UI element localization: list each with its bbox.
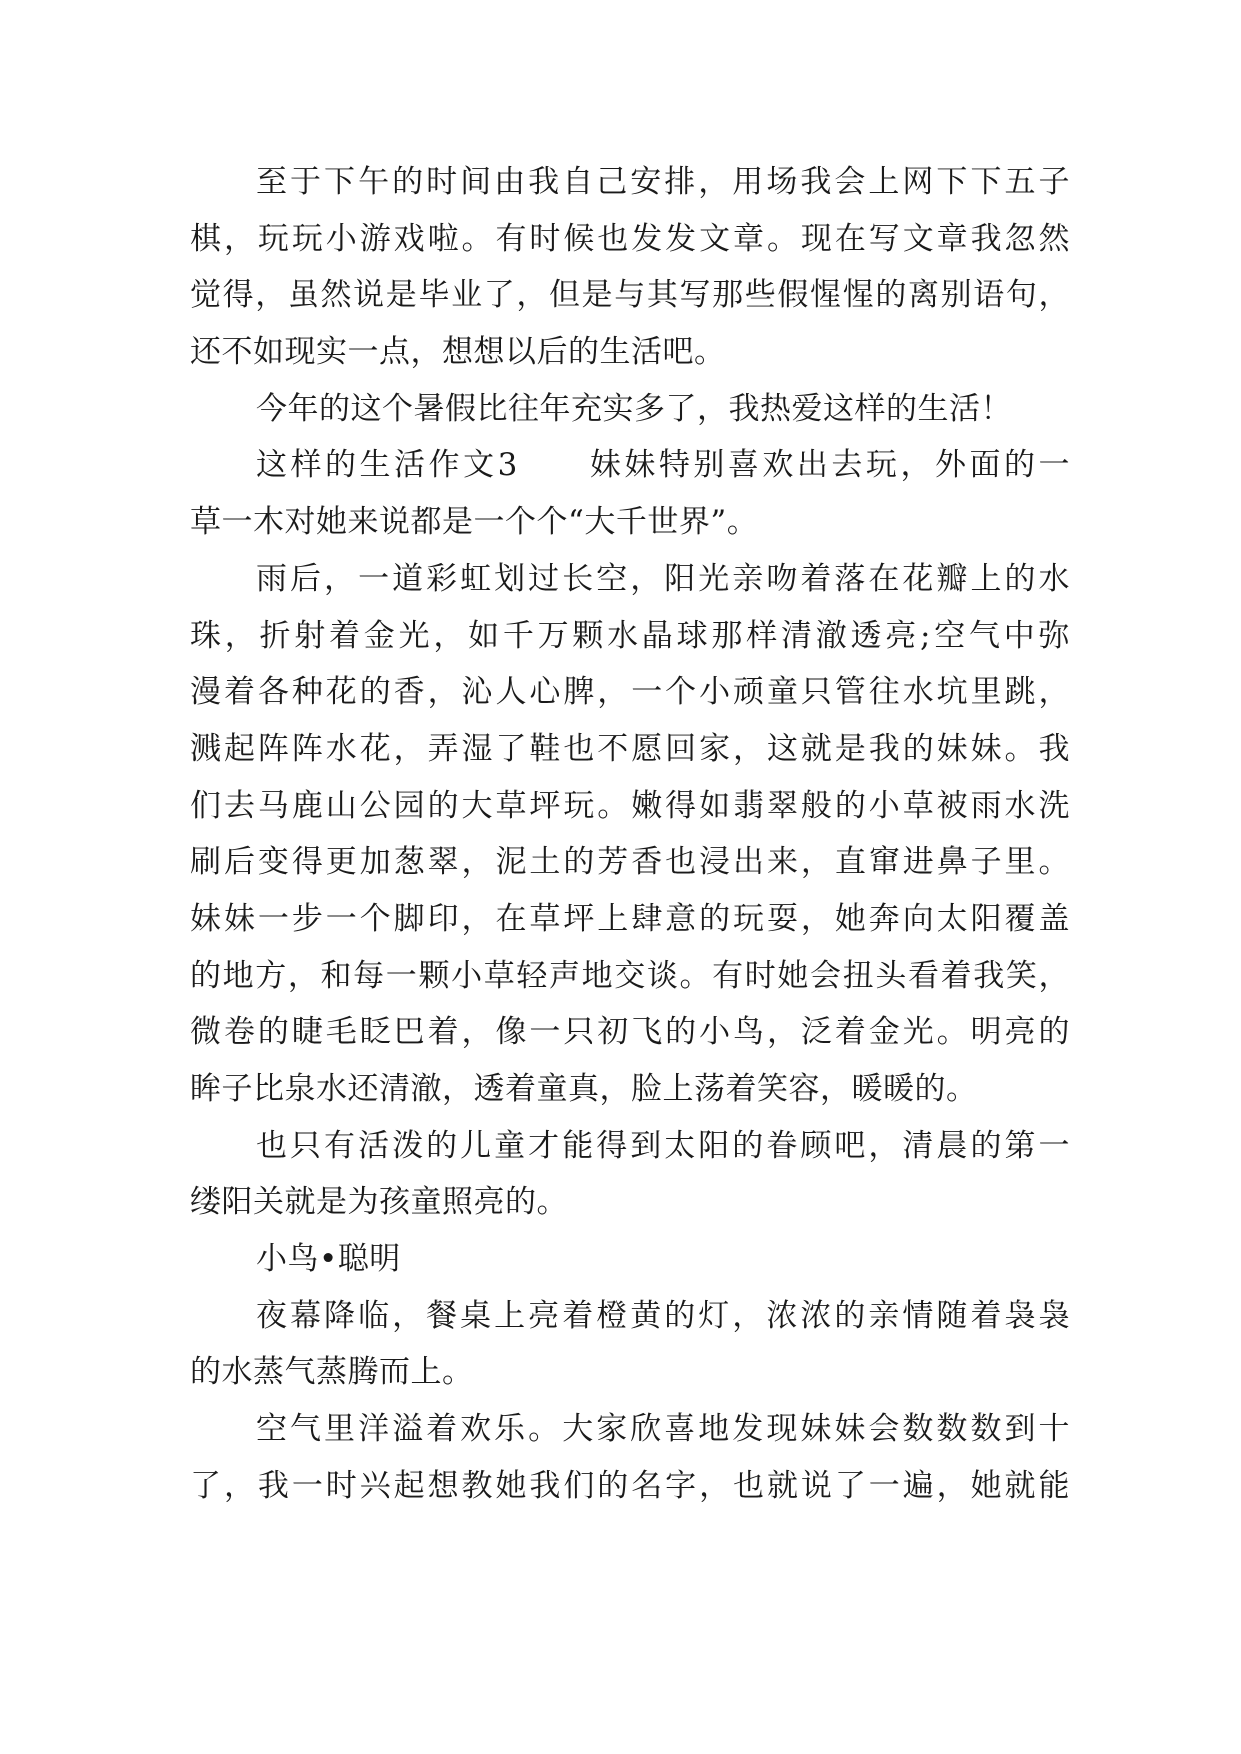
text-line: 缕阳关就是为孩童照亮的。 xyxy=(190,1184,568,1221)
text-line: 珠，折射着金光，如千万颗水晶球那样清澈透亮;空气中弥 xyxy=(190,617,1070,654)
text-line: 眸子比泉水还清澈，透着童真，脸上荡着笑容，暖暖的。 xyxy=(190,1071,978,1107)
text-line: 草一木对她来说都是一个个“大千世界”。 xyxy=(190,504,759,541)
text-line: 棋，玩玩小游戏啦。有时候也发发文章。现在写文章我忽然 xyxy=(190,220,1070,257)
text-line: 觉得，虽然说是毕业了，但是与其写那些假惺惺的离别语句， xyxy=(190,277,1070,314)
text-line: 的地方，和每一颗小草轻声地交谈。有时她会扭头看着我笑， xyxy=(190,957,1070,994)
text-line: 了，我一时兴起想教她我们的名字，也就说了一遍，她就能 xyxy=(190,1467,1070,1504)
text-line: 空气里洋溢着欢乐。大家欣喜地发现妹妹会数数数到十 xyxy=(256,1411,1070,1448)
text-line: 刷后变得更加葱翠，泥土的芳香也浸出来，直窜进鼻子里。 xyxy=(190,844,1070,881)
text-line: 们去马鹿山公园的大草坪玩。嫩得如翡翠般的小草被雨水洗 xyxy=(190,787,1070,824)
paragraph xyxy=(190,1401,1070,1514)
text-line: 小鸟•聪明 xyxy=(256,1241,401,1278)
paragraph xyxy=(190,437,1070,550)
body-text xyxy=(190,154,1070,1515)
section-heading xyxy=(190,1231,1070,1288)
text-line: 溅起阵阵水花，弄湿了鞋也不愿回家，这就是我的妹妹。我 xyxy=(190,730,1070,767)
text-line: 的水蒸气蒸腾而上。 xyxy=(190,1354,474,1391)
text-line: 微卷的睫毛眨巴着，像一只初飞的小鸟，泛着金光。明亮的 xyxy=(190,1014,1070,1051)
paragraph xyxy=(190,381,1070,438)
text-line: 夜幕降临，餐桌上亮着橙黄的灯，浓浓的亲情随着袅袅 xyxy=(256,1297,1070,1334)
text-line: 这样的生活作文3 妹妹特别喜欢出去玩，外面的一 xyxy=(256,447,1070,484)
text-line: 还不如现实一点，想想以后的生活吧。 xyxy=(190,334,726,371)
paragraph xyxy=(190,154,1070,381)
text-line: 今年的这个暑假比往年充实多了，我热爱这样的生活！ xyxy=(256,390,1012,427)
paragraph xyxy=(190,1288,1070,1401)
text-line: 妹妹一步一个脚印，在草坪上肆意的玩耍，她奔向太阳覆盖 xyxy=(190,900,1070,937)
text-line: 也只有活泼的儿童才能得到太阳的眷顾吧，清晨的第一 xyxy=(256,1127,1070,1164)
text-line: 漫着各种花的香，沁人心脾，一个小顽童只管往水坑里跳， xyxy=(190,674,1070,711)
paragraph xyxy=(190,1118,1070,1231)
text-line: 至于下午的时间由我自己安排，用场我会上网下下五子 xyxy=(256,164,1070,200)
paragraph xyxy=(190,551,1070,1118)
text-line: 雨后，一道彩虹划过长空，阳光亲吻着落在花瓣上的水 xyxy=(256,560,1070,597)
